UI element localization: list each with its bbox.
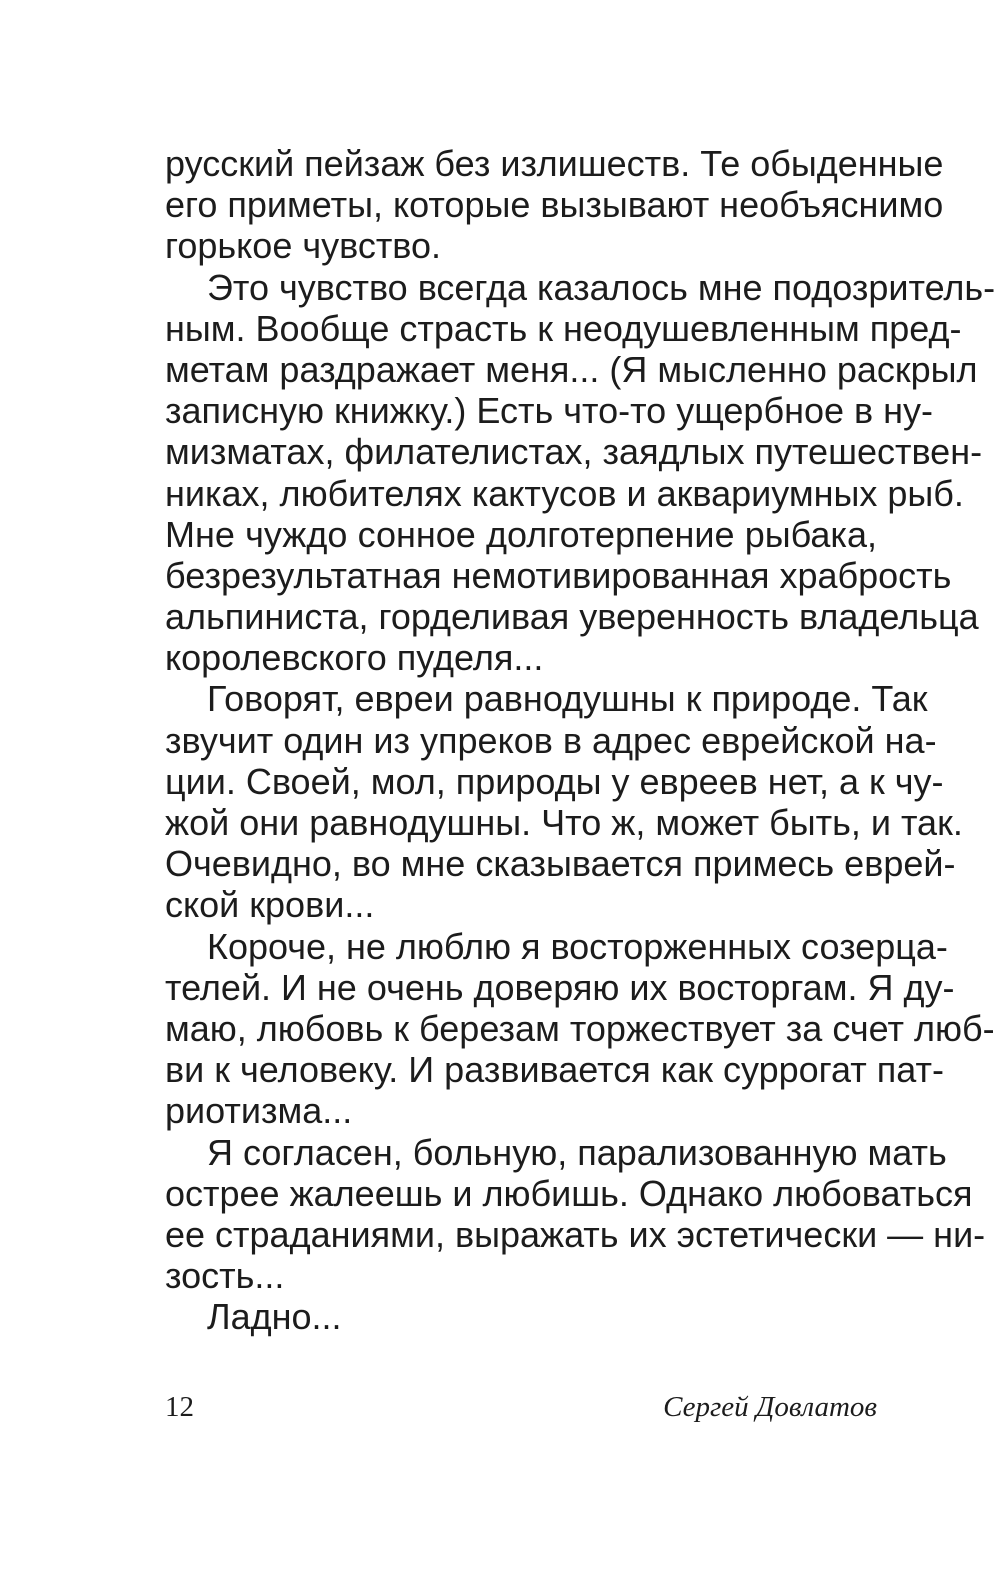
- text-line: Это чувство всегда казалось мне подозритель-: [207, 266, 996, 308]
- text-line: альпиниста, горделивая уверенность владельца: [165, 596, 979, 638]
- page-footer: [165, 1387, 877, 1427]
- paragraph: [165, 678, 963, 926]
- text-line: ви к человеку. И развивается как суррогат пат-: [165, 1049, 944, 1091]
- text-line: зость...: [165, 1255, 285, 1297]
- text-line: риотизма...: [165, 1090, 353, 1132]
- paragraph: [165, 1296, 877, 1337]
- paragraph: [165, 925, 995, 1132]
- text-line: Мне чуждо сонное долготерпение рыбака,: [165, 513, 877, 555]
- paragraph: [165, 1131, 986, 1297]
- text-line: ской крови...: [165, 884, 375, 926]
- page-number: 12: [165, 1391, 194, 1423]
- text-line: королевского пуделя...: [165, 637, 544, 679]
- text-line: безрезультатная немотивированная храбрость: [165, 554, 952, 596]
- text-line: ее страданиями, выражать их эстетически — ни-: [165, 1213, 986, 1255]
- text-line: Очевидно, во мне сказывается примесь еврей-: [165, 843, 956, 885]
- paragraph: [165, 266, 996, 679]
- text-line: телей. И не очень доверяю их восторгам. Я ду-: [165, 966, 955, 1008]
- text-line: маю, любовь к березам торжествует за счет люб-: [165, 1007, 995, 1049]
- text-line: острее жалеешь и любишь. Однако любоваться: [165, 1172, 973, 1214]
- text-line: Я согласен, больную, парализованную мать: [207, 1131, 947, 1173]
- running-author: Сергей Довлатов: [663, 1391, 877, 1423]
- text-line: Говорят, евреи равнодушны к природе. Так: [207, 678, 928, 720]
- body-text: [165, 143, 996, 1338]
- text-line: метам раздражает меня... (Я мысленно раскрыл: [165, 348, 978, 390]
- text-line: его приметы, которые вызывают необъяснимо: [165, 184, 944, 226]
- text-line: ным. Вообще страсть к неодушевленным пред-: [165, 307, 962, 349]
- text-line: Ладно...: [207, 1296, 342, 1338]
- paragraph: [165, 143, 944, 267]
- text-line: записную книжку.) Есть что-то ущербное в ну-: [165, 390, 933, 432]
- text-line: звучит один из упреков в адрес еврейской на-: [165, 719, 937, 761]
- text-line: никах, любителях кактусов и аквариумных рыб.: [165, 472, 964, 514]
- text-line: ции. Своей, мол, природы у евреев нет, а к чу-: [165, 760, 944, 802]
- text-line: русский пейзаж без излишеств. Те обыденные: [165, 143, 944, 184]
- text-line: горькое чувство.: [165, 225, 442, 267]
- text-line: мизматах, филателистах, заядлых путешествен-: [165, 431, 983, 473]
- text-line: жой они равнодушны. Что ж, может быть, и так.: [165, 802, 963, 843]
- text-line: Короче, не люблю я восторженных созерца-: [207, 925, 948, 967]
